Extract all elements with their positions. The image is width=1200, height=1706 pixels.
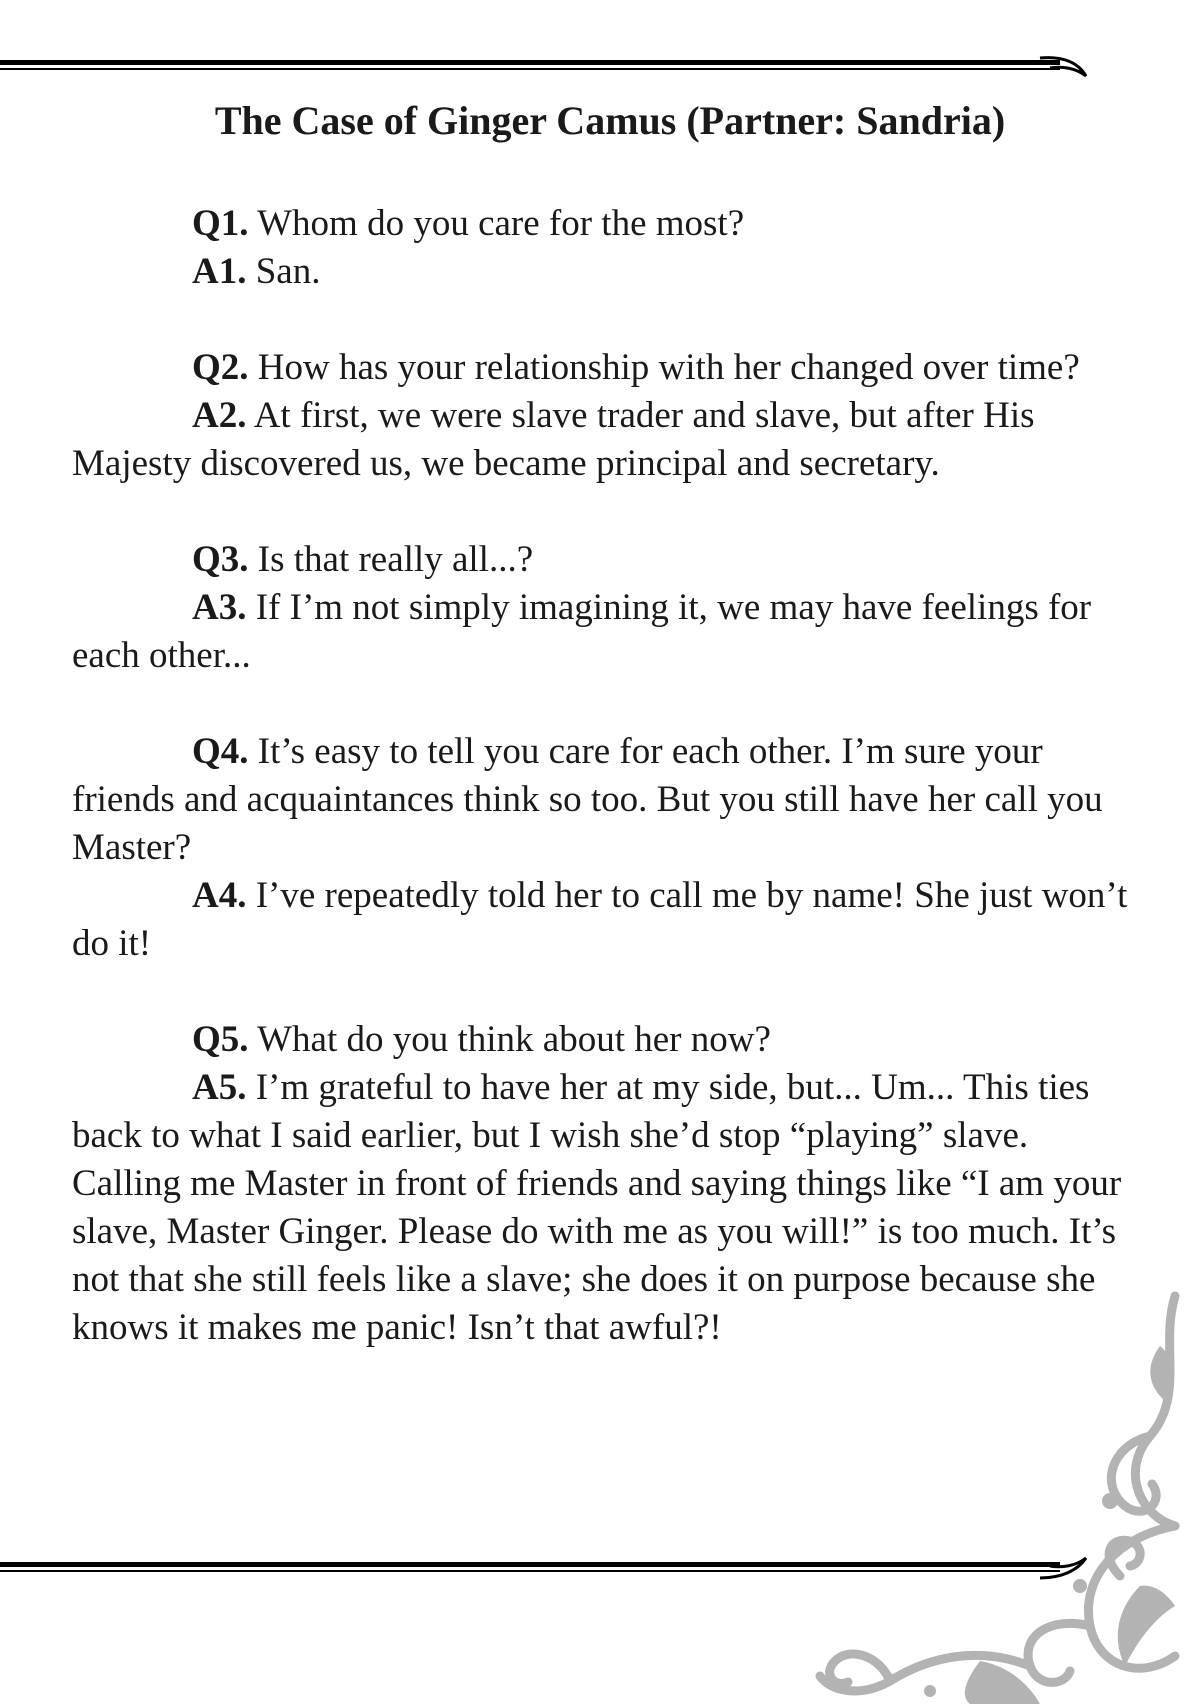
question-text: It’s easy to tell you care for each other. I’m sure your friends and acquaintances think so too. But you still have her call you Master? xyxy=(72,731,1103,868)
answer-label: A3. xyxy=(192,587,247,628)
question-label: Q3. xyxy=(192,539,249,580)
answer-label: A1. xyxy=(192,251,247,292)
answer-label: A2. xyxy=(192,395,247,436)
answer-label: A5. xyxy=(192,1067,247,1108)
question-text: How has your relationship with her changed over time? xyxy=(248,347,1080,388)
question-label: Q1. xyxy=(192,203,249,244)
question-3 xyxy=(72,536,1132,584)
question-2 xyxy=(72,344,1132,392)
answer-3 xyxy=(72,584,1132,680)
answer-text: At first, we were slave trader and slave, but after His Majesty discovered us, we became principal and secretary. xyxy=(72,395,1035,484)
answer-2 xyxy=(72,392,1132,488)
question-label: Q2. xyxy=(192,347,249,388)
answer-4 xyxy=(72,872,1132,968)
corner-flourish-icon xyxy=(780,1286,1200,1706)
question-text: Is that really all...? xyxy=(248,539,534,580)
answer-label: A4. xyxy=(192,875,247,916)
answer-text: I’ve repeatedly told her to call me by name! She just won’t do it! xyxy=(72,875,1128,964)
page-title: The Case of Ginger Camus (Partner: Sandria) xyxy=(214,98,1006,143)
answer-1 xyxy=(72,248,1132,296)
question-label: Q5. xyxy=(192,1019,249,1060)
answer-text: I’m grateful to have her at my side, but... Um... This ties back to what I said earlier, but I wish she’d stop “playing” slave. Calling me Master in front of friends and saying things like “I am your slave, Master Ginger. Please do with me as you will!” is too much. It’s not that she still feels like a slave; she does it on purpose because she knows it makes me panic! Isn’t that awful?! xyxy=(72,1067,1122,1348)
question-5 xyxy=(72,1016,1132,1064)
interview-body xyxy=(72,200,1132,1352)
question-4 xyxy=(72,728,1132,872)
question-text: What do you think about her now? xyxy=(248,1019,771,1060)
answer-text: San. xyxy=(246,251,321,292)
question-label: Q4. xyxy=(192,731,249,772)
question-1 xyxy=(72,200,1132,248)
question-text: Whom do you care for the most? xyxy=(248,203,745,244)
top-border-rule xyxy=(0,54,1090,78)
answer-text: If I’m not simply imagining it, we may have feelings for each other... xyxy=(72,587,1092,676)
